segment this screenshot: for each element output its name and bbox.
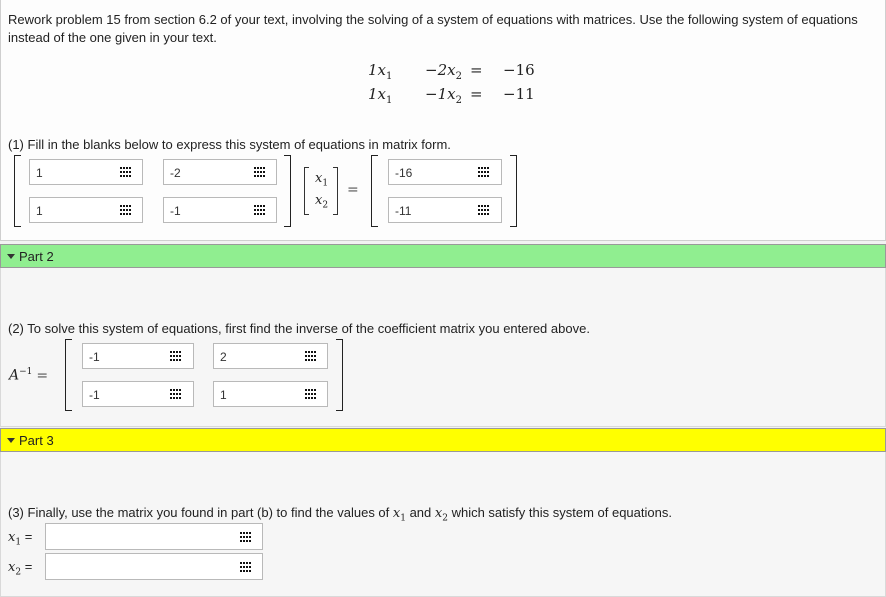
part3-header[interactable]: Part 3 <box>0 428 886 452</box>
coef-a21-input[interactable]: 1 <box>29 197 143 223</box>
rhs-vector-right-bracket <box>510 155 517 227</box>
matrix-keypad-icon[interactable] <box>240 562 252 572</box>
x-vector-right-bracket <box>333 167 338 215</box>
matrix-keypad-icon[interactable] <box>120 205 132 215</box>
matrix-keypad-icon[interactable] <box>170 389 182 399</box>
part1-prompt: (1) Fill in the blanks below to express this system of equations in matrix form. <box>8 137 451 152</box>
rhs-b2-input[interactable]: -11 <box>388 197 502 223</box>
inverse-m21-input[interactable]: -1 <box>82 381 194 407</box>
matrix-keypad-icon[interactable] <box>120 167 132 177</box>
x1-label: $x_1$ = <box>8 529 33 548</box>
x-vector-x1: $x_1$ <box>315 171 329 189</box>
matrix-keypad-icon[interactable] <box>170 351 182 361</box>
matrix-keypad-icon[interactable] <box>478 205 490 215</box>
x-vector-left-bracket <box>304 167 309 215</box>
matrix-keypad-icon[interactable] <box>240 532 252 542</box>
equation-row-1: $1x_1$ $-2x_2$ = −16 <box>368 61 535 82</box>
collapse-triangle-icon <box>7 254 15 259</box>
coef-matrix-right-bracket <box>284 155 291 227</box>
matrix-keypad-icon[interactable] <box>305 389 317 399</box>
coef-a12-input[interactable]: -2 <box>163 159 277 185</box>
x1-answer-input[interactable] <box>45 523 263 550</box>
x-vector-x2: $x_2$ <box>315 193 329 211</box>
part2-header[interactable]: Part 2 <box>0 244 886 268</box>
matrix-keypad-icon[interactable] <box>254 205 266 215</box>
equation-row-2: $1x_1$ $-1x_2$ = −11 <box>368 85 535 106</box>
part3-prompt: (3) Finally, use the matrix you found in part (b) to find the values of $x_1$ and $x_2$ which satisfy this system of equations. <box>8 505 672 524</box>
inverse-m12-input[interactable]: 2 <box>213 343 328 369</box>
inverse-m11-input[interactable]: -1 <box>82 343 194 369</box>
matrix-keypad-icon[interactable] <box>254 167 266 177</box>
ainv-label: $A^{-1}$ = <box>9 367 49 384</box>
matrix-keypad-icon[interactable] <box>305 351 317 361</box>
matrix-keypad-icon[interactable] <box>478 167 490 177</box>
part2-prompt: (2) To solve this system of equations, first find the inverse of the coefficient matrix you entered above. <box>8 321 590 336</box>
x2-answer-input[interactable] <box>45 553 263 580</box>
inverse-matrix-left-bracket <box>65 339 72 411</box>
x2-label: $x_2$ = <box>8 559 33 578</box>
rhs-vector-left-bracket <box>371 155 378 227</box>
coef-a22-input[interactable]: -1 <box>163 197 277 223</box>
inverse-matrix-right-bracket <box>336 339 343 411</box>
coef-a11-input[interactable]: 1 <box>29 159 143 185</box>
collapse-triangle-icon <box>7 438 15 443</box>
coef-matrix-left-bracket <box>14 155 21 227</box>
equals-sign: = <box>347 182 359 198</box>
inverse-m22-input[interactable]: 1 <box>213 381 328 407</box>
intro-text: Rework problem 15 from section 6.2 of your text, involving the solving of a system of equations with matrices. Use the following system of equations instead of the one given in your text. <box>8 12 858 45</box>
rhs-b1-input[interactable]: -16 <box>388 159 502 185</box>
